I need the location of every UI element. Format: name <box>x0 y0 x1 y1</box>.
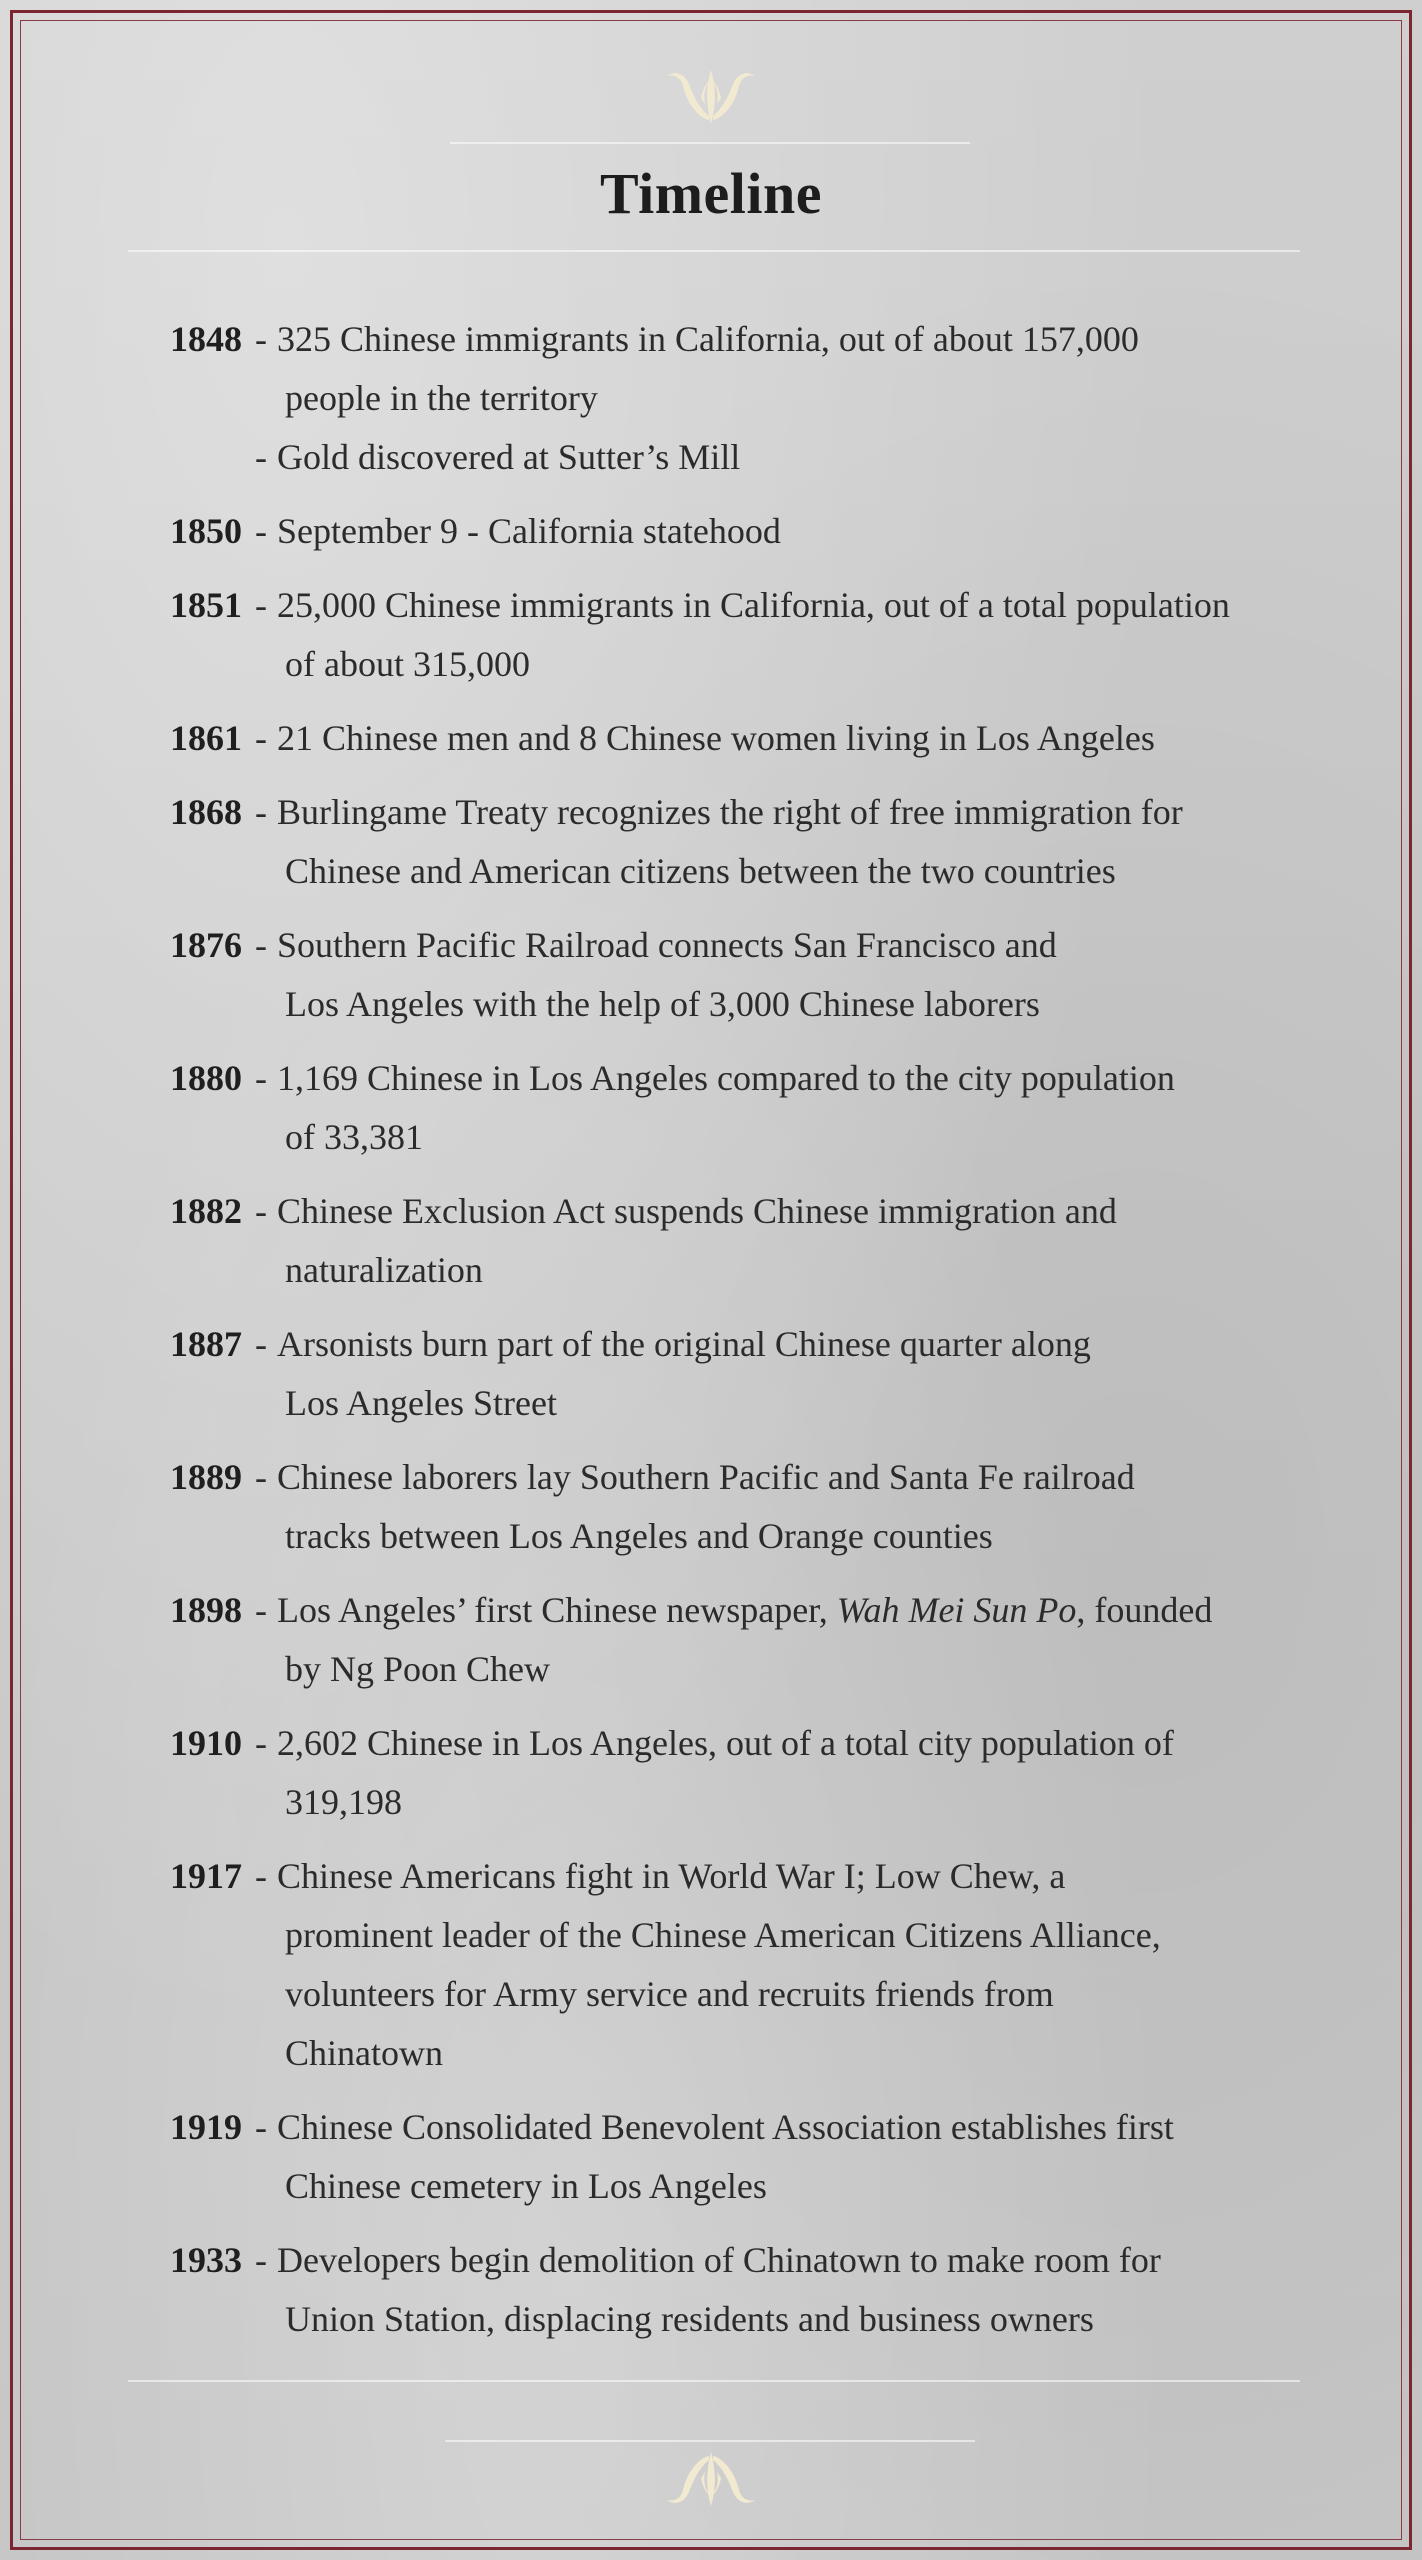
entry-line: - Chinese Americans fight in World War I; Low Chew, a <box>255 1856 1066 1896</box>
timeline-entry <box>170 1448 1300 1566</box>
entry-line: - Burlingame Treaty recognizes the right of free immigration for <box>255 792 1183 832</box>
entry-text: Chinatown <box>285 2033 443 2073</box>
page-title: Timeline <box>599 161 823 226</box>
entry-line <box>255 1906 1300 1965</box>
entry-text: Los Angeles with the help of 3,000 Chinese laborers <box>285 984 1040 1024</box>
entry-line: - September 9 - California statehood <box>255 511 781 551</box>
timeline-entry <box>170 1182 1300 1300</box>
entry-line <box>255 1241 1300 1300</box>
entry-text: volunteers for Army service and recruits friends from <box>285 1974 1054 2014</box>
entry-line <box>255 2157 1300 2216</box>
entry-year: 1887 <box>170 1324 242 1364</box>
entry-line <box>255 1507 1300 1566</box>
timeline-entry <box>170 310 1300 487</box>
entry-text: people in the territory <box>285 378 598 418</box>
entry-line: - Southern Pacific Railroad connects San Francisco and <box>255 925 1057 965</box>
entry-text: Los Angeles’ first Chinese newspaper, <box>277 1590 837 1630</box>
entry-text: 325 Chinese immigrants in California, out of about 157,000 <box>277 319 1139 359</box>
entry-year: 1880 <box>170 1058 242 1098</box>
entry-line: - Chinese Consolidated Benevolent Association establishes first <box>255 2107 1174 2147</box>
entry-text: Arsonists burn part of the original Chinese quarter along <box>277 1324 1091 1364</box>
entry-year: 1861 <box>170 718 242 758</box>
timeline-entry <box>170 1847 1300 2083</box>
entry-line <box>255 1773 1300 1832</box>
timeline-entry <box>170 1049 1300 1167</box>
entry-text: 21 Chinese men and 8 Chinese women living in Los Angeles <box>277 718 1155 758</box>
entry-text: Chinese cemetery in Los Angeles <box>285 2166 767 2206</box>
entry-year: 1933 <box>170 2240 242 2280</box>
entry-text: Chinese laborers lay Southern Pacific and Santa Fe railroad <box>277 1457 1135 1497</box>
entry-year: 1868 <box>170 792 242 832</box>
fleur-ornament-icon <box>0 64 1422 128</box>
entry-line: - Los Angeles’ first Chinese newspaper, Wah Mei Sun Po, founded <box>255 1590 1213 1630</box>
entry-text: 319,198 <box>285 1782 402 1822</box>
entry-text: 2,602 Chinese in Los Angeles, out of a total city population of <box>277 1723 1174 1763</box>
entry-text: of about 315,000 <box>285 644 530 684</box>
entry-line: - Chinese laborers lay Southern Pacific and Santa Fe railroad <box>255 1457 1135 1497</box>
entry-line: - 1,169 Chinese in Los Angeles compared to the city population <box>255 1058 1175 1098</box>
entry-text: naturalization <box>285 1250 483 1290</box>
entry-year: 1882 <box>170 1191 242 1231</box>
entry-text: Developers begin demolition of Chinatown to make room for <box>277 2240 1161 2280</box>
entry-text: Gold discovered at Sutter’s Mill <box>277 437 741 477</box>
entry-text: Southern Pacific Railroad connects San Francisco and <box>277 925 1057 965</box>
entry-line: - Arsonists burn part of the original Chinese quarter along <box>255 1324 1091 1364</box>
entry-line: - 2,602 Chinese in Los Angeles, out of a total city population of <box>255 1723 1174 1763</box>
entry-text: tracks between Los Angeles and Orange counties <box>285 1516 993 1556</box>
entry-text: of 33,381 <box>285 1117 423 1157</box>
timeline-entry <box>170 2098 1300 2216</box>
entry-line <box>255 2290 1300 2349</box>
timeline-entry <box>170 576 1300 694</box>
entry-line: - Developers begin demolition of Chinatown to make room for <box>255 2240 1161 2280</box>
entry-year: 1889 <box>170 1457 242 1497</box>
entry-year: 1898 <box>170 1590 242 1630</box>
entry-text: September 9 - California statehood <box>277 511 781 551</box>
entry-line <box>255 1965 1300 2024</box>
entry-text: Union Station, displacing residents and business owners <box>285 2299 1094 2339</box>
entry-text: Burlingame Treaty recognizes the right of free immigration for <box>277 792 1183 832</box>
timeline-list <box>170 310 1300 2364</box>
entry-text: Chinese and American citizens between the two countries <box>285 851 1116 891</box>
timeline-entry <box>170 916 1300 1034</box>
entry-line <box>255 1374 1300 1433</box>
entry-text: Chinese Consolidated Benevolent Association establishes first <box>277 2107 1174 2147</box>
entry-line: - Chinese Exclusion Act suspends Chinese immigration and <box>255 1191 1117 1231</box>
timeline-entry <box>170 1581 1300 1699</box>
entry-text: 1,169 Chinese in Los Angeles compared to the city population <box>277 1058 1175 1098</box>
entry-year: 1876 <box>170 925 242 965</box>
timeline-entry <box>170 1315 1300 1433</box>
entry-line <box>255 1640 1300 1699</box>
entry-line: - 25,000 Chinese immigrants in California, out of a total population <box>255 585 1230 625</box>
entry-text: by Ng Poon Chew <box>285 1649 551 1689</box>
entry-text: Chinese Americans fight in World War I; Low Chew, a <box>277 1856 1066 1896</box>
entry-line: - 21 Chinese men and 8 Chinese women living in Los Angeles <box>255 718 1155 758</box>
timeline-entry <box>170 502 1300 561</box>
entry-line <box>255 1108 1300 1167</box>
entry-year: 1851 <box>170 585 242 625</box>
entry-year: 1910 <box>170 1723 242 1763</box>
entry-line: - 325 Chinese immigrants in California, out of about 157,000 <box>255 319 1139 359</box>
entry-text: 25,000 Chinese immigrants in California, out of a total population <box>277 585 1230 625</box>
entry-line <box>255 975 1300 1034</box>
entry-year: 1848 <box>170 319 242 359</box>
entry-text-after: , founded <box>1076 1590 1213 1630</box>
entry-text: Chinese Exclusion Act suspends Chinese immigration and <box>277 1191 1117 1231</box>
timeline-entry <box>170 1714 1300 1832</box>
timeline-entry <box>170 2231 1300 2349</box>
timeline-entry <box>170 709 1300 768</box>
entry-year: 1850 <box>170 511 242 551</box>
top-short-divider <box>450 142 970 144</box>
timeline-entry <box>170 783 1300 901</box>
entry-line <box>255 369 1300 428</box>
newspaper-title: Wah Mei Sun Po <box>836 1590 1077 1630</box>
entry-text: Los Angeles Street <box>285 1383 557 1423</box>
entry-text: prominent leader of the Chinese American Citizens Alliance, <box>285 1915 1161 1955</box>
bottom-short-divider <box>445 2440 975 2442</box>
top-long-divider <box>128 250 1300 252</box>
entry-year: 1917 <box>170 1856 242 1896</box>
entry-year: 1919 <box>170 2107 242 2147</box>
bottom-long-divider <box>128 2380 1300 2382</box>
entry-line: - Gold discovered at Sutter’s Mill <box>255 437 741 477</box>
entry-line <box>255 842 1300 901</box>
entry-line <box>255 2024 1300 2083</box>
entry-line <box>255 635 1300 694</box>
fleur-ornament-icon <box>0 2448 1422 2512</box>
